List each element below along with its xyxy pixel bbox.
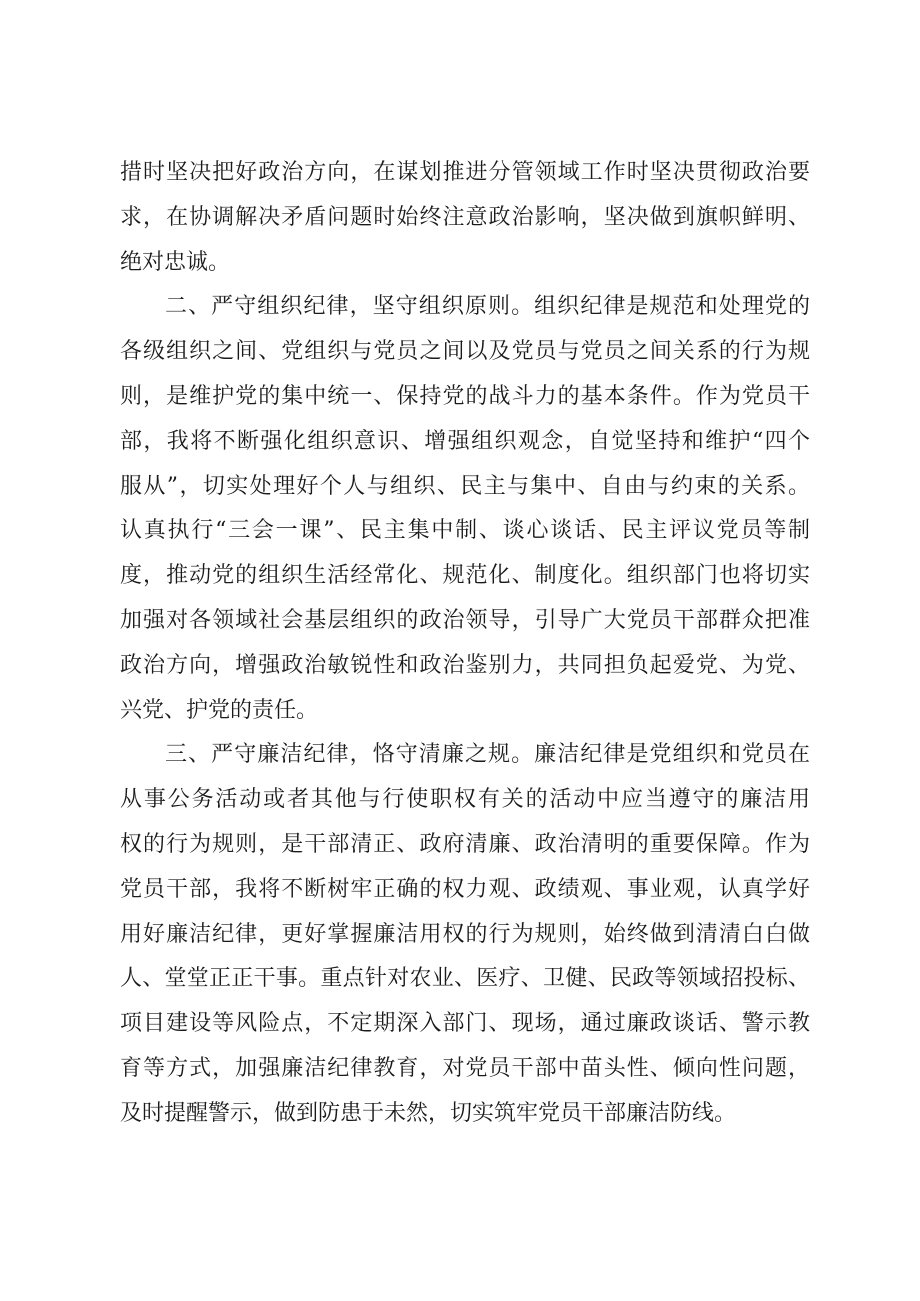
text-line: 三、严守廉洁纪律，恪守清廉之规。廉洁纪律是党组织和党员在 [165,742,810,768]
text-line: 则，是维护党的集中统一、保持党的战斗力的基本条件。作为党员干 [120,383,810,409]
text-line: 认真执行“三会一课”、民主集中制、谈心谈话、民主评议党员等制 [120,518,810,544]
text-line: 育等方式，加强廉洁纪律教育，对党员干部中苗头性、倾向性问题， [120,1055,810,1081]
text-line: 从事公务活动或者其他与行使职权有关的活动中应当遵守的廉洁用 [120,787,810,813]
paragraph-continuation [120,151,810,285]
text-line: 兴党、护党的责任。 [120,697,319,723]
text-line: 服从”，切实处理好个人与组织、民主与集中、自由与约束的关系。 [120,473,810,499]
text-line: 求，在协调解决矛盾问题时始终注意政治影响，坚决做到旗帜鲜明、 [120,204,810,230]
text-line: 加强对各领域社会基层组织的政治领导，引导广大党员干部群众把准 [120,607,810,633]
text-line: 人、堂堂正正干事。重点针对农业、医疗、卫健、民政等领域招投标、 [120,966,810,992]
text-line: 用好廉洁纪律，更好掌握廉洁用权的行为规则，始终做到清清白白做 [120,921,810,947]
paragraph-organization-discipline [120,285,810,733]
text-line: 度，推动党的组织生活经常化、规范化、制度化。组织部门也将切实 [120,563,810,589]
text-line: 党员干部，我将不断树牢正确的权力观、政绩观、事业观，认真学好 [120,876,810,902]
text-line: 绝对忠诚。 [120,249,231,275]
text-line: 部，我将不断强化组织意识、增强组织观念，自觉坚持和维护“四个 [120,428,810,454]
paragraph-integrity-discipline [120,733,810,1136]
text-line: 政治方向，增强政治敏锐性和政治鉴别力，共同担负起爱党、为党、 [120,652,810,678]
text-line: 项目建设等风险点，不定期深入部门、现场，通过廉政谈话、警示教 [120,1011,810,1037]
text-line: 各级组织之间、党组织与党员之间以及党员与党员之间关系的行为规 [120,339,810,365]
body-text [120,151,810,1137]
text-line: 及时提醒警示，做到防患于未然，切实筑牢党员干部廉洁防线。 [120,1100,737,1126]
text-line: 措时坚决把好政治方向，在谋划推进分管领域工作时坚决贯彻政治要 [120,160,810,185]
text-line: 二、严守组织纪律，坚守组织原则。组织纪律是规范和处理党的 [165,294,810,320]
text-line: 权的行为规则，是干部清正、政府清廉、政治清明的重要保障。作为 [120,831,810,857]
